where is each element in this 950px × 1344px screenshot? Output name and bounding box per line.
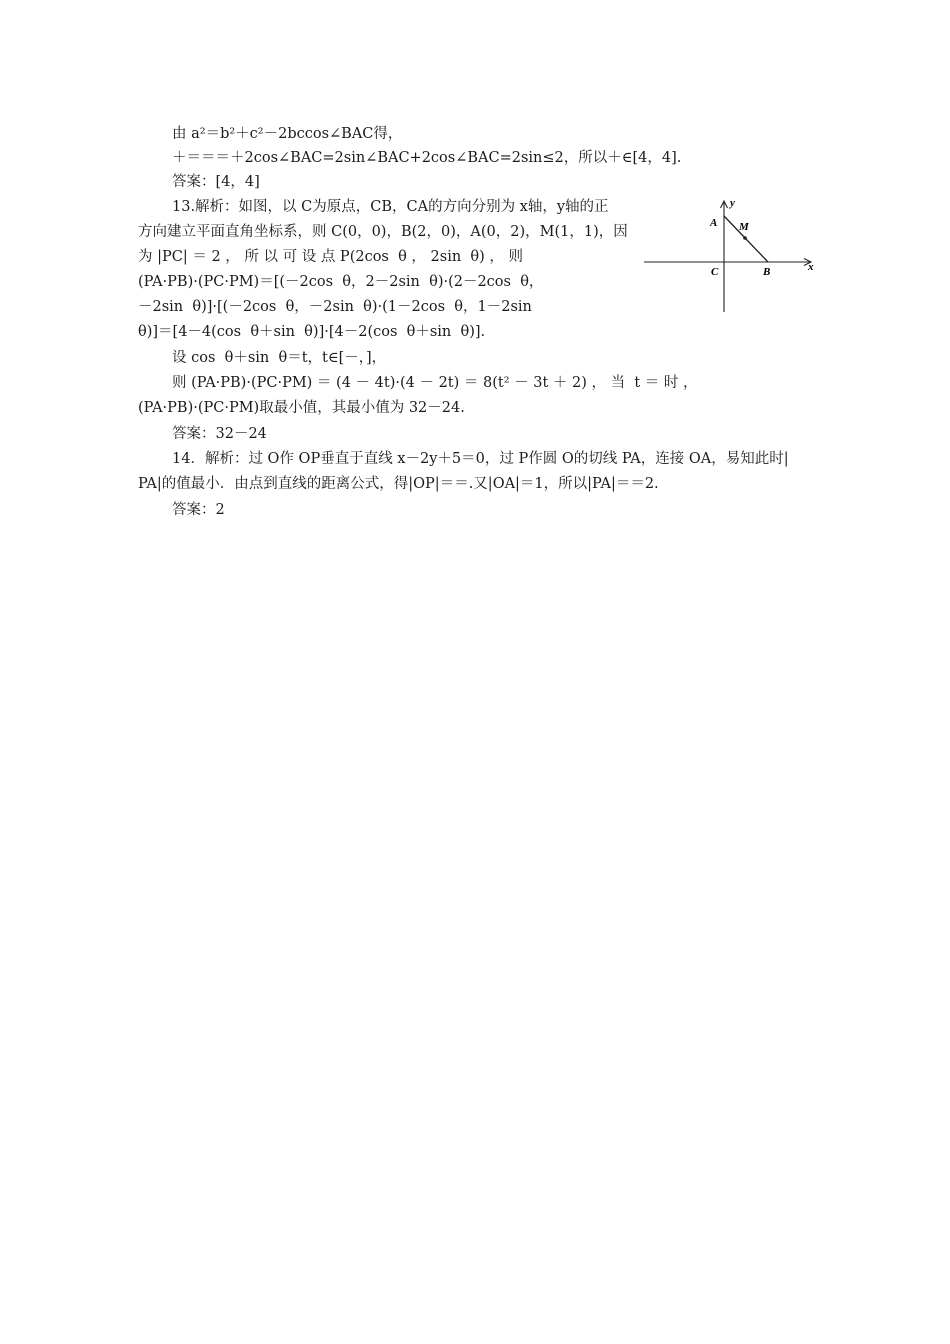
text-line: ＋＝＝＝＋2cos∠BAC=2sin∠BAC+2cos∠BAC=2sin≤2，所以＋∈[4，4]. xyxy=(172,150,682,166)
label-y: y xyxy=(730,197,735,209)
point-m xyxy=(743,236,747,240)
label-b: B xyxy=(763,266,771,278)
text-line: 答案：2 xyxy=(172,502,225,518)
text-line: 由 a²＝b²＋c²－2bccos∠BAC得， xyxy=(172,126,403,142)
text-line: θ)]＝[4－4(cos θ＋sin θ)]·[4－2(cos θ＋sin θ)]. xyxy=(138,324,486,340)
label-x: x xyxy=(808,261,814,273)
text-line: 答案：32－24 xyxy=(172,426,267,442)
text-line: 方向建立平面直角坐标系，则 C(0，0)，B(2，0)，A(0，2)，M(1，1)，因 xyxy=(138,224,628,240)
text-line: 为 |PC| ＝ 2 ， 所 以 可 设 点 P(2cos θ ， 2sin θ) ， 则 xyxy=(138,249,523,265)
text-line: 答案：[4，4] xyxy=(172,174,260,190)
text-line: －2sin θ)]·[(－2cos θ，－2sin θ)·(1－2cos θ，1－2sin xyxy=(138,299,532,315)
label-a: A xyxy=(710,217,718,229)
text-line: 设 cos θ＋sin θ＝t，t∈[－，]， xyxy=(172,350,387,366)
text-line: (PA·PB)·(PC·PM)取最小值，其最小值为 32－24. xyxy=(138,400,465,416)
text-line: (PA·PB)·(PC·PM)＝[(－2cos θ，2－2sin θ)·(2－2cos θ， xyxy=(138,274,544,290)
label-m: M xyxy=(739,221,749,233)
text-line: 则 (PA·PB)·(PC·PM) ＝ (4 － 4t)·(4 － 2t) ＝ 8(t² － 3t ＋ 2) ， 当 t ＝ 时 ， xyxy=(172,375,698,391)
coordinate-figure xyxy=(644,196,820,314)
text-line: 14．解析：过 O作 OP垂直于直线 x－2y＋5＝0，过 P作圆 O的切线 PA，连接 OA，易知此时| xyxy=(172,451,789,467)
text-line: PA|的值最小．由点到直线的距离公式，得|OP|＝＝.又|OA|＝1，所以|PA|＝＝2. xyxy=(138,476,659,492)
label-c: C xyxy=(711,266,719,278)
text-line: 13.解析：如图，以 C为原点，CB，CA的方向分别为 x轴，y轴的正 xyxy=(172,199,609,215)
